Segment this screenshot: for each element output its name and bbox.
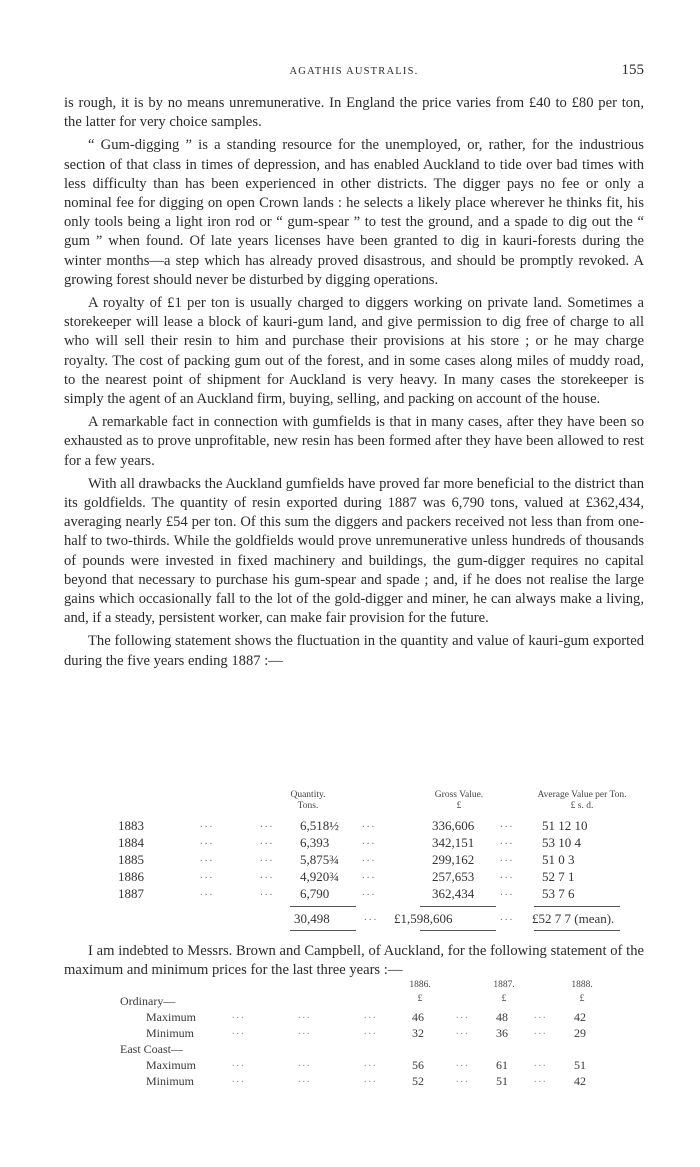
paragraph: I am indebted to Messrs. Brown and Campbell, of Auckland, for the following statement of the maximum and minimum prices for the last three years :— [64, 943, 644, 979]
dot-leader: ... [500, 911, 515, 923]
table-cell-avg: 51 0 3 [542, 852, 575, 867]
col-header-average: Average Value per Ton. [537, 790, 627, 800]
col-header-gross-unit: £ [456, 801, 462, 811]
dot-leader: ... [362, 869, 377, 881]
col-header-average-unit: £ s. d. [570, 801, 594, 811]
price-cell: 42 [574, 1010, 586, 1024]
dot-leader: ... [456, 1058, 470, 1069]
dot-leader: ... [232, 1026, 246, 1037]
dot-leader: ... [456, 1074, 470, 1085]
dot-leader: ... [260, 835, 275, 847]
dot-leader: ... [232, 1058, 246, 1069]
dot-leader: ... [260, 852, 275, 864]
dot-leader: ... [500, 886, 515, 898]
dot-leader: ... [298, 1074, 312, 1085]
dot-leader: ... [534, 1074, 548, 1085]
dot-leader: ... [364, 911, 379, 923]
row-label: Minimum [146, 1074, 195, 1088]
dot-leader: ... [534, 1026, 548, 1037]
group-label: East Coast— [120, 1042, 183, 1056]
dot-leader: ... [534, 1010, 548, 1021]
dot-leader: ... [364, 1074, 378, 1085]
body-text-continued [64, 942, 644, 980]
row-label: Minimum [146, 1026, 195, 1040]
col-header-unit: £ [501, 994, 507, 1004]
dot-leader: ... [298, 1010, 312, 1021]
dot-leader: ... [362, 852, 377, 864]
table-cell-gross: 257,653 [432, 869, 475, 884]
paragraph: With all drawbacks the Auckland gumfields have proved far more beneficial to the district than its goldfields. The quantity of resin exported during 1887 was 6,790 tons, valued at £362,434, averaging nearly £54 per ton. Of this sum the diggers and packers received not less than from one-half to two-thirds. While the goldfields would prove unremunerative unless hundreds of thousands of pounds were invested in fixed machinery and buildings, the gum-digger requires no capital beyond that necessary to purchase his gum-spear and spade ; and, if he does not realise the large gains which occasionally fall to the lot of the gold-digger and miner, he can always make a living, and, if a steady, persistent worker, can make fair provision for the future. [64, 475, 644, 627]
running-head: AGATHIS AUSTRALIS. [289, 66, 419, 77]
dot-leader: ... [456, 1010, 470, 1021]
dot-leader: ... [298, 1026, 312, 1037]
table-cell-year: 1887 [118, 886, 144, 901]
paragraph: is rough, it is by no means unremunerative. In England the price varies from £40 to £80 per ton, the latter for very choice samples. [64, 95, 644, 131]
table-cell-tons: 6,790 [300, 886, 330, 901]
dot-leader: ... [362, 886, 377, 898]
table-cell-year: 1884 [118, 835, 144, 850]
dot-leader: ... [500, 852, 515, 864]
col-header-unit: £ [417, 994, 423, 1004]
price-cell: 52 [412, 1074, 424, 1088]
dot-leader: ... [260, 886, 275, 898]
dot-leader: ... [200, 886, 215, 898]
dot-leader: ... [500, 818, 515, 830]
dot-leader: ... [200, 835, 215, 847]
price-cell: 32 [412, 1026, 424, 1040]
price-cell: 36 [496, 1026, 508, 1040]
dot-leader: ... [200, 869, 215, 881]
table-cell-tons: 6,518½ [300, 818, 339, 833]
col-header-quantity: Quantity. [290, 790, 326, 800]
table-rule [420, 906, 496, 907]
dot-leader: ... [260, 869, 275, 881]
table-cell-gross: 336,606 [432, 818, 475, 833]
price-cell: 51 [574, 1058, 586, 1072]
table-cell-year: 1885 [118, 852, 144, 867]
table-rule [290, 906, 356, 907]
paragraph: A royalty of £1 per ton is usually charged to diggers working on private land. Sometimes a storekeeper will lease a block of kauri-gum land, and give permission to dig free of charge to all who will sell their resin to him and purchase their provisions at his store ; or he may charge royalty. The cost of packing gum out of the forest, and in some cases along miles of muddy road, to the nearest point of shipment for Auckland is very heavy. In many cases the storekeeper is simply the agent of an Auckland firm, buying, selling, and packing on account of the house. [64, 295, 644, 408]
table-rule [420, 930, 496, 931]
row-label: Maximum [146, 1058, 196, 1072]
price-cell: 61 [496, 1058, 508, 1072]
table-total-avg: £52 7 7 (mean). [532, 911, 615, 926]
dot-leader: ... [362, 835, 377, 847]
dot-leader: ... [364, 1010, 378, 1021]
price-table [64, 980, 644, 1140]
price-cell: 29 [574, 1026, 586, 1040]
col-header-quantity-unit: Tons. [297, 801, 319, 811]
price-cell: 46 [412, 1010, 424, 1024]
table-rule [534, 930, 620, 931]
dot-leader: ... [362, 818, 377, 830]
table-cell-year: 1886 [118, 869, 144, 884]
page-header [64, 62, 644, 82]
table-cell-gross: 299,162 [432, 852, 475, 867]
dot-leader: ... [200, 852, 215, 864]
col-header-year: 1886. [409, 980, 431, 990]
paragraph: A remarkable fact in connection with gumfields is that in many cases, after they have been so exhausted as to prove unprofitable, new resin has been formed after they have been allowed to rest for a few years. [64, 414, 644, 469]
table-cell-tons: 6,393 [300, 835, 330, 850]
table-cell-avg: 53 10 4 [542, 835, 581, 850]
col-header-gross: Gross Value. [434, 790, 484, 800]
col-header-unit: £ [579, 994, 585, 1004]
table-cell-gross: 362,434 [432, 886, 475, 901]
page-number: 155 [621, 62, 644, 78]
col-header-year: 1888. [571, 980, 593, 990]
table-rule [534, 906, 620, 907]
table-cell-avg: 52 7 1 [542, 869, 575, 884]
dot-leader: ... [500, 835, 515, 847]
dot-leader: ... [364, 1026, 378, 1037]
dot-leader: ... [200, 818, 215, 830]
dot-leader: ... [364, 1058, 378, 1069]
price-cell: 51 [496, 1074, 508, 1088]
table-cell-avg: 51 12 10 [542, 818, 588, 833]
table-rule [290, 930, 356, 931]
table-cell-tons: 5,875¾ [300, 852, 339, 867]
dot-leader: ... [456, 1026, 470, 1037]
paragraph: The following statement shows the fluctuation in the quantity and value of kauri-gum exported during the five years ending 1887 :— [64, 633, 644, 669]
dot-leader: ... [260, 818, 275, 830]
table-total-tons: 30,498 [294, 911, 330, 926]
table-cell-avg: 53 7 6 [542, 886, 575, 901]
group-label: Ordinary— [120, 994, 176, 1008]
price-cell: 48 [496, 1010, 508, 1024]
dot-leader: ... [500, 869, 515, 881]
table-total-gross: £1,598,606 [394, 911, 453, 926]
row-label: Maximum [146, 1010, 196, 1024]
dot-leader: ... [298, 1058, 312, 1069]
table-cell-tons: 4,920¾ [300, 869, 339, 884]
dot-leader: ... [534, 1058, 548, 1069]
body-text [64, 94, 644, 675]
dot-leader: ... [232, 1010, 246, 1021]
col-header-year: 1887. [493, 980, 515, 990]
table-cell-gross: 342,151 [432, 835, 475, 850]
table-cell-year: 1883 [118, 818, 144, 833]
price-cell: 42 [574, 1074, 586, 1088]
paragraph: “ Gum-digging ” is a standing resource for the unemployed, or, rather, for the industrious section of that class in times of depression, and has enabled Auckland to tide over bad times with less difficulty than has been experienced in other districts. The digger pays no fee or only a nominal fee for digging on open Crown lands : he selects a likely place wherever he thinks fit, his only tools being a light iron rod or “ gum-spear ” to test the ground, and a spade to dig out the “ gum ” when found. Of late years licenses have been granted to dig in kauri-forests during the winter months—a step which has already proved disastrous, and should be promptly revoked. A growing forest should never be disturbed by digging operations. [64, 137, 644, 288]
dot-leader: ... [232, 1074, 246, 1085]
export-table [64, 790, 644, 926]
price-cell: 56 [412, 1058, 424, 1072]
